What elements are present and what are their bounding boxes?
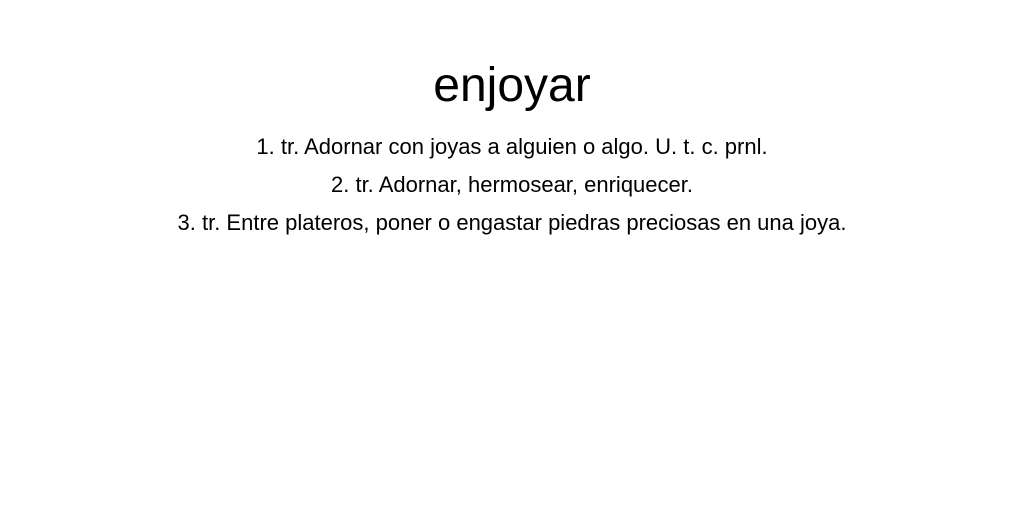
definition-1: 1. tr. Adornar con joyas a alguien o algo. U. t. c. prnl. [256, 134, 768, 159]
headword: enjoyar [433, 59, 591, 112]
definition-list [0, 128, 1024, 242]
definition-2: 2. tr. Adornar, hermosear, enriquecer. [331, 172, 693, 197]
definition-3: 3. tr. Entre plateros, poner o engastar piedras preciosas en una joya. [177, 210, 847, 235]
